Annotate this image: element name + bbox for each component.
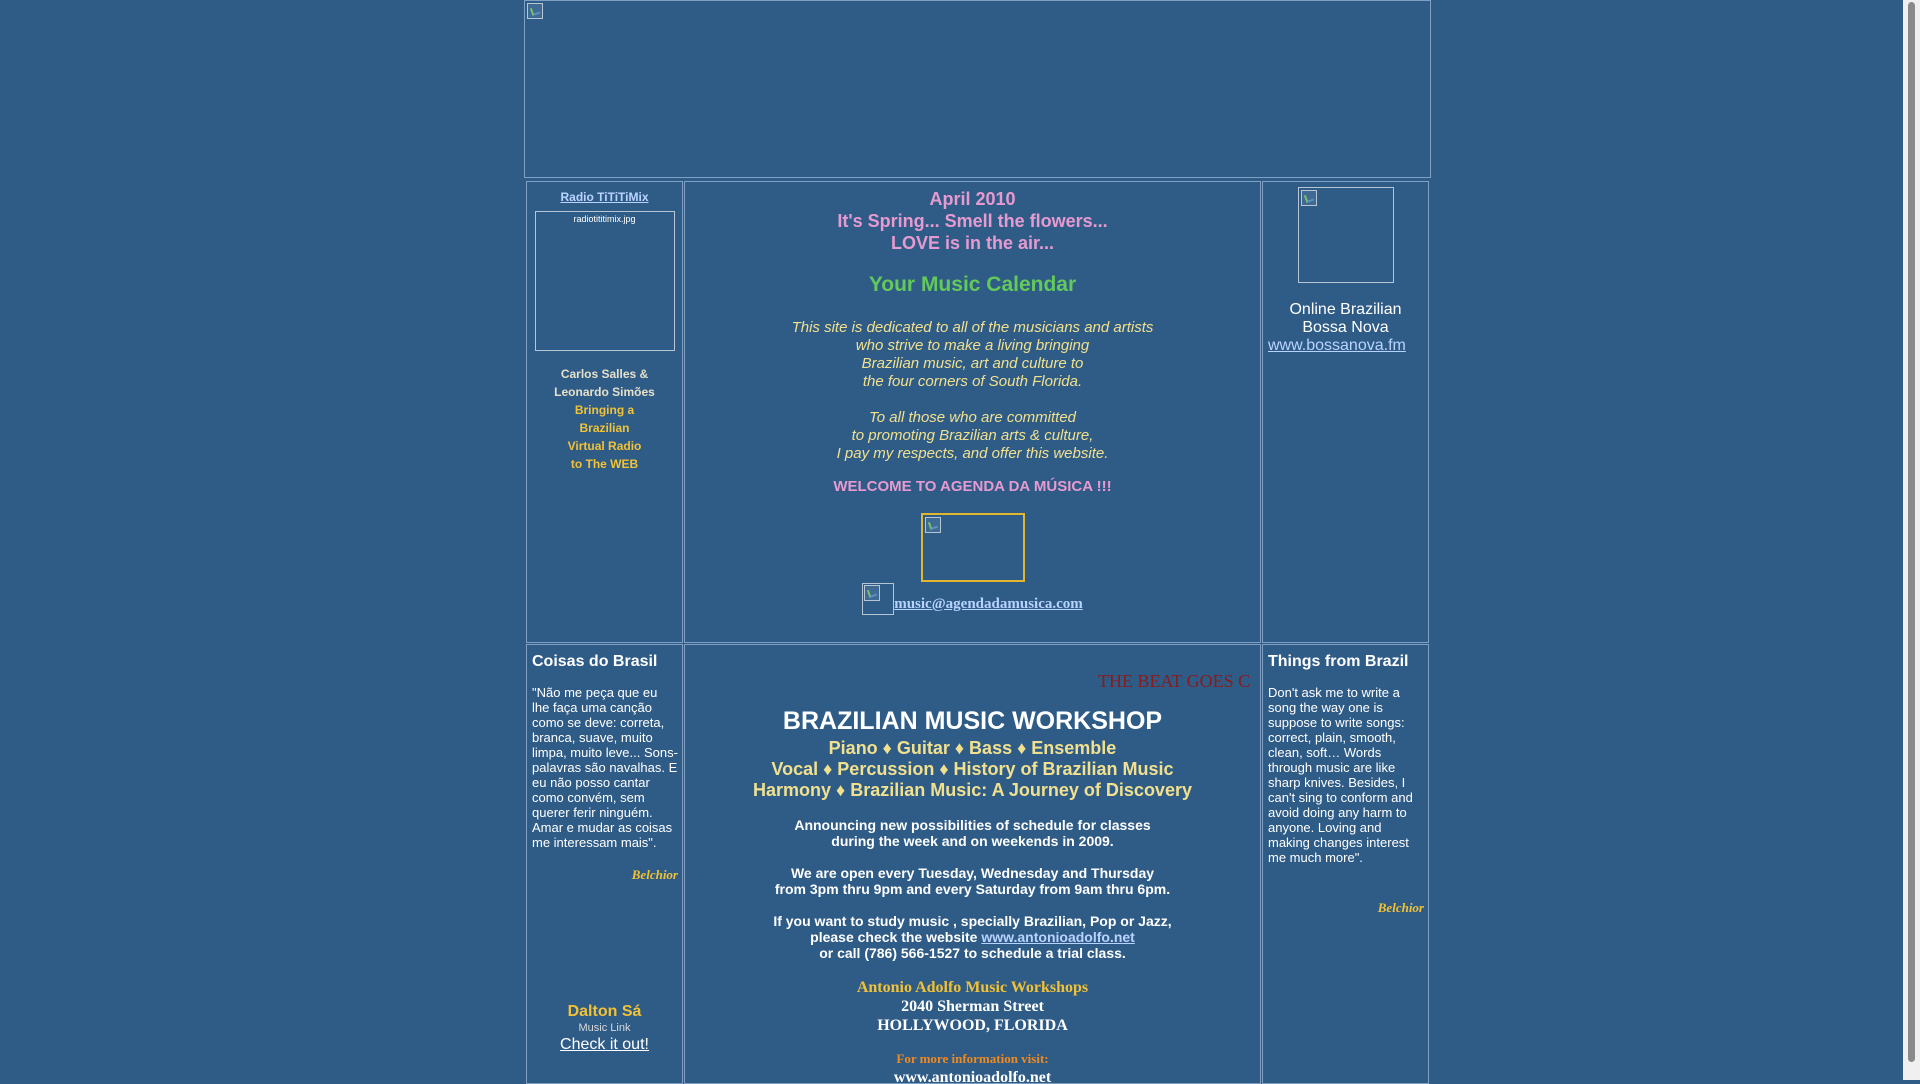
broken-image-icon xyxy=(1301,190,1317,206)
workshop-address xyxy=(685,997,1260,1035)
more-info-url[interactable]: www.antonioadolfo.net xyxy=(893,1069,1052,1084)
radio-tititimix-link[interactable]: Radio TiTiTiMix xyxy=(560,190,649,204)
host-line: Leonardo Simões xyxy=(554,385,655,399)
quote-author: Belchior xyxy=(631,867,678,882)
tagline-line: Brazilian xyxy=(579,421,630,435)
broken-image-icon xyxy=(925,517,941,533)
email-link[interactable]: music@agendadamusica.com xyxy=(894,596,1083,612)
check-it-out-link[interactable]: Check it out! xyxy=(560,1036,649,1053)
coisas-title: Coisas do Brasil xyxy=(532,653,658,670)
radio-tagline xyxy=(527,401,682,473)
dedication-text xyxy=(685,319,1260,391)
hours-line: from 3pm thru 9pm and every Saturday from 9am thru 6pm. xyxy=(774,881,1171,897)
agenda-logo-image[interactable] xyxy=(921,513,1025,582)
announcement-line: during the week and on weekends in 2009. xyxy=(831,833,1114,849)
address-line: 2040 Sherman Street xyxy=(901,998,1044,1015)
respects-text xyxy=(685,409,1260,463)
vertical-scrollbar[interactable] xyxy=(1903,0,1920,1080)
email-row xyxy=(685,583,1260,615)
things-panel xyxy=(1262,644,1429,1084)
study-line: If you want to study music , specially Brazilian, Pop or Jazz, xyxy=(773,913,1172,929)
dalton-sa-title: Dalton Sá xyxy=(567,1003,642,1020)
things-title: Things from Brazil xyxy=(1268,653,1409,670)
workshop-subjects xyxy=(685,738,1260,801)
quote-author: Belchior xyxy=(1377,900,1424,915)
dedication-line: Brazilian music, art and culture to xyxy=(861,355,1084,372)
subjects-line: Piano ♦ Guitar ♦ Bass ♦ Ensemble xyxy=(828,738,1117,758)
announcement-text xyxy=(685,817,1260,849)
welcome-text: WELCOME TO AGENDA DA MÚSICA !!! xyxy=(833,478,1112,495)
announcement-line: Announcing new possibilities of schedule for classes xyxy=(794,817,1151,833)
respects-line: I pay my respects, and offer this website. xyxy=(836,445,1109,462)
antonioadolfo-link[interactable]: www.antonioadolfo.net xyxy=(981,929,1135,945)
workshop-panel xyxy=(684,644,1261,1084)
hours-text xyxy=(685,865,1260,897)
address-line: HOLLYWOOD, FLORIDA xyxy=(877,1017,1068,1034)
radio-image-alt-text: radiotititimix.jpg xyxy=(573,214,636,224)
subjects-line: Harmony ♦ Brazilian Music: A Journey of Discovery xyxy=(753,780,1192,800)
dedication-line: the four corners of South Florida. xyxy=(862,373,1083,390)
radio-panel xyxy=(526,181,683,643)
radio-logo-image[interactable] xyxy=(535,211,675,351)
broken-image-icon xyxy=(864,585,880,601)
english-quote: Don't ask me to write a song the way one is suppose to write songs: correct, plain, smooth, clean, soft… Words through music are like sharp knives. Besides, I can't sing to conform and avoid doing any harm to anyone. Loving and making changes interest me much more". xyxy=(1268,685,1413,865)
coisas-panel xyxy=(526,644,683,1084)
headline xyxy=(685,188,1260,254)
study-line xyxy=(685,929,1260,945)
marquee-area xyxy=(685,645,1256,705)
radio-hosts xyxy=(527,365,682,401)
music-link-label: Music Link xyxy=(578,1022,631,1034)
workshop-title: BRAZILIAN MUSIC WORKSHOP xyxy=(782,707,1163,735)
study-text xyxy=(685,913,1260,961)
tagline-line: to The WEB xyxy=(570,457,639,471)
dedication-line: who strive to make a living bringing xyxy=(855,337,1090,354)
bossanova-link[interactable]: www.bossanova.fm xyxy=(1268,337,1406,354)
tagline-line: Virtual Radio xyxy=(567,439,642,453)
bossanova-panel xyxy=(1262,181,1429,643)
subjects-line: Vocal ♦ Percussion ♦ History of Brazilian Music xyxy=(771,759,1174,779)
online-line: Online Brazilian xyxy=(1289,301,1402,318)
online-line: Bossa Nova xyxy=(1302,319,1389,336)
workshop-name: Antonio Adolfo Music Workshops xyxy=(856,979,1089,996)
beat-goes-on-marquee: THE BEAT GOES C xyxy=(1098,671,1251,691)
banner-image xyxy=(524,0,1431,178)
respects-line: to promoting Brazilian arts & culture, xyxy=(851,427,1094,444)
study-line: or call (786) 566-1527 to schedule a trial class. xyxy=(819,945,1126,961)
headline-line: It's Spring... Smell the flowers... xyxy=(837,211,1108,231)
calendar-title: Your Music Calendar xyxy=(868,273,1077,296)
scrollbar-thumb[interactable] xyxy=(1908,2,1915,1062)
study-line-prefix: please check the website xyxy=(810,929,982,945)
respects-line: To all those who are committed xyxy=(868,409,1077,426)
headline-line: LOVE is in the air... xyxy=(890,233,1055,253)
broken-image-icon xyxy=(527,3,543,19)
bossanova-logo-image[interactable] xyxy=(1298,187,1394,283)
host-line: Carlos Salles & xyxy=(560,367,649,381)
tagline-line: Bringing a xyxy=(574,403,635,417)
portuguese-quote: "Não me peça que eu lhe faça uma canção como se deve: correta, branca, suave, muito limpa, muito leve... Sons-palavras são navalhas. E eu não posso cantar como convém, sem querer ferir ninguém. Amar e mudar as coisas me interessam mais". xyxy=(532,685,678,850)
online-radio-label xyxy=(1263,301,1428,337)
email-icon[interactable] xyxy=(862,583,894,615)
hours-line: We are open every Tuesday, Wednesday and Thursday xyxy=(790,865,1155,881)
dedication-line: This site is dedicated to all of the musicians and artists xyxy=(791,319,1154,336)
more-info-label: For more information visit: xyxy=(896,1051,1049,1066)
headline-line: April 2010 xyxy=(929,189,1016,209)
welcome-panel xyxy=(684,181,1261,643)
